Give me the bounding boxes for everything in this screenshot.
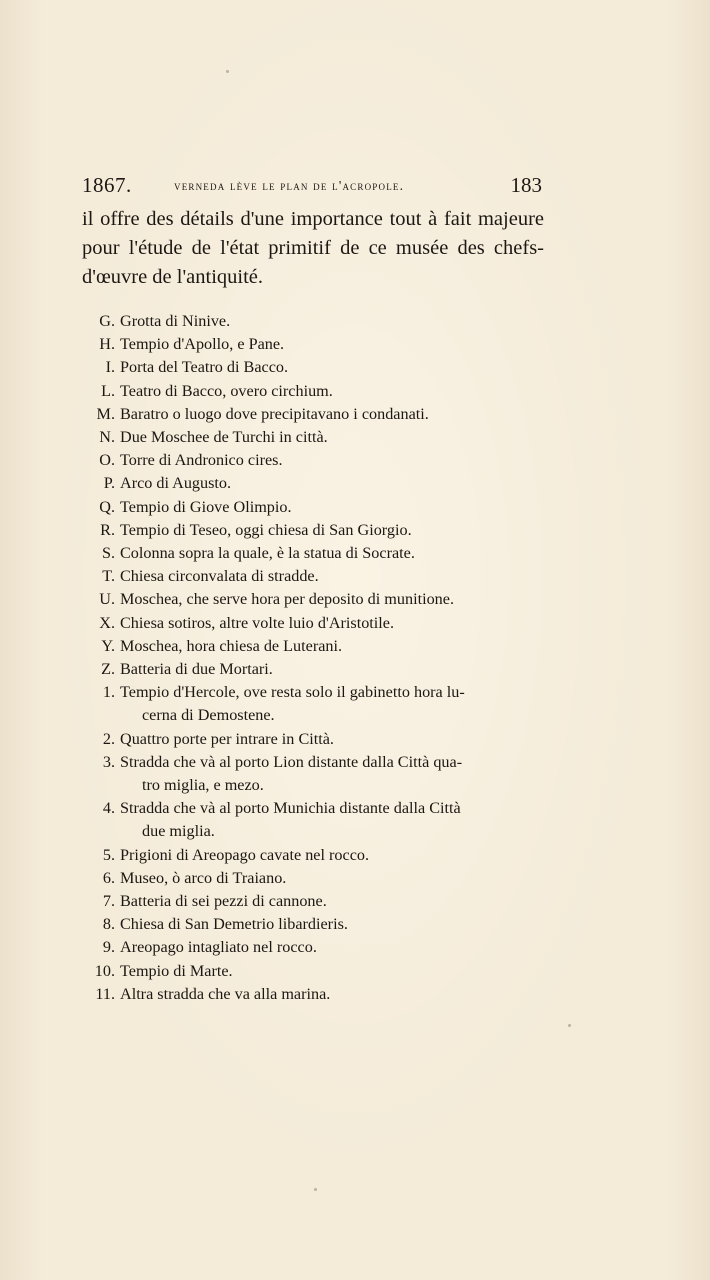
legend-text <box>115 751 547 797</box>
legend-text <box>115 658 547 681</box>
legend-text <box>115 496 547 519</box>
legend-text-line: Due Moschee de Turchi in città. <box>120 428 328 447</box>
legend-key: I. <box>105 358 115 377</box>
legend-text <box>115 426 547 449</box>
legend-text-continuation: tro miglia, e mezo. <box>142 776 264 795</box>
legend-text <box>115 612 547 635</box>
legend-text <box>115 519 547 542</box>
paper-speck <box>568 1024 571 1027</box>
legend-key: Q. <box>99 497 115 516</box>
legend-text-line: Altra stradda che va alla marina. <box>120 984 331 1003</box>
legend-item <box>82 936 547 959</box>
legend-text <box>115 844 547 867</box>
legend-key: 1. <box>102 683 115 702</box>
running-header <box>82 173 542 201</box>
paper-speck <box>226 70 229 73</box>
legend-text-line: Teatro di Bacco, overo circhium. <box>120 381 333 400</box>
legend-item <box>82 449 547 472</box>
legend-item <box>82 681 547 727</box>
legend-text <box>115 403 547 426</box>
legend-item <box>82 519 547 542</box>
legend-item <box>82 635 547 658</box>
legend-item <box>82 472 547 495</box>
legend-text-line: Tempio d'Hercole, ove resta solo il gabinetto hora lu- <box>120 683 465 702</box>
legend-text-line: Chiesa circonvalata di stradde. <box>120 567 319 586</box>
legend-item <box>82 728 547 751</box>
legend-key: S. <box>101 544 115 563</box>
legend-text <box>115 681 547 727</box>
legend-key: 7. <box>102 892 115 911</box>
legend-key: X. <box>99 613 115 632</box>
legend-text <box>115 728 547 751</box>
intro-text: il offre des détails d'une importance tout à fait majeure pour l'étude de l'état primitif de ce musée des chefs-d'œuvre de l'antiquité. <box>82 208 544 288</box>
legend-text <box>115 797 547 843</box>
legend-text-line: Quattro porte per intrare in Città. <box>120 729 334 748</box>
legend-key: 5. <box>102 845 115 864</box>
legend-text-continuation: cerna di Demostene. <box>142 706 275 725</box>
legend-text-line: Tempio di Teseo, oggi chiesa di San Giorgio. <box>120 520 412 539</box>
legend-text-continuation: due miglia. <box>142 822 215 841</box>
legend-text-line: Batteria di sei pezzi di cannone. <box>120 892 327 911</box>
legend-key: Y. <box>101 636 115 655</box>
legend-text <box>115 936 547 959</box>
legend-key: U. <box>99 590 115 609</box>
legend-text-line: Baratro o luogo dove precipitavano i condanati. <box>120 404 429 423</box>
legend-key: O. <box>99 451 115 470</box>
legend-text <box>115 635 547 658</box>
legend-key: 11. <box>95 984 115 1003</box>
header-year: 1867. <box>82 173 132 197</box>
legend-key: R. <box>100 520 115 539</box>
legend-text-line: Museo, ò arco di Traiano. <box>120 868 287 887</box>
legend-text <box>115 588 547 611</box>
legend-key: 9. <box>102 938 115 957</box>
map-legend-list <box>82 310 547 1006</box>
legend-text <box>115 380 547 403</box>
legend-text-line: Batteria di due Mortari. <box>120 660 273 679</box>
legend-text <box>115 472 547 495</box>
legend-key: 8. <box>102 915 115 934</box>
legend-item <box>82 565 547 588</box>
legend-item <box>82 960 547 983</box>
legend-item <box>82 588 547 611</box>
legend-item <box>82 542 547 565</box>
legend-text <box>115 565 547 588</box>
legend-text <box>115 867 547 890</box>
legend-item <box>82 751 547 797</box>
paper-speck <box>314 1188 317 1191</box>
legend-item <box>82 380 547 403</box>
legend-text-line: Tempio di Giove Olimpio. <box>120 497 292 516</box>
legend-text-line: Porta del Teatro di Bacco. <box>120 358 289 377</box>
legend-text-line: Colonna sopra la quale, è la statua di Socrate. <box>120 544 415 563</box>
legend-item <box>82 658 547 681</box>
legend-text <box>115 983 547 1006</box>
legend-key: 4. <box>102 799 115 818</box>
legend-text-line: Torre di Andronico cires. <box>120 451 283 470</box>
legend-text-line: Stradda che và al porto Munichia distante dalla Città <box>120 799 461 818</box>
legend-key: T. <box>102 567 115 586</box>
legend-key: 2. <box>102 729 115 748</box>
legend-item <box>82 426 547 449</box>
legend-item <box>82 310 547 333</box>
legend-text <box>115 542 547 565</box>
legend-text-line: Stradda che và al porto Lion distante dalla Città qua- <box>120 752 463 771</box>
legend-key: 3. <box>102 752 115 771</box>
legend-key: P. <box>103 474 115 493</box>
legend-key: M. <box>96 404 115 423</box>
running-title: verneda lève le plan de l'acropole. <box>174 178 405 193</box>
legend-text-line: Areopago intagliato nel rocco. <box>120 938 317 957</box>
legend-item <box>82 797 547 843</box>
legend-item <box>82 890 547 913</box>
legend-text-line: Tempio di Marte. <box>120 961 233 980</box>
legend-key: L. <box>101 381 115 400</box>
legend-item <box>82 867 547 890</box>
legend-text <box>115 913 547 936</box>
legend-text-line: Moschea, hora chiesa de Luterani. <box>120 636 343 655</box>
legend-item <box>82 913 547 936</box>
legend-text-line: Chiesa di San Demetrio libardieris. <box>120 915 348 934</box>
legend-item <box>82 333 547 356</box>
legend-text <box>115 356 547 379</box>
legend-text <box>115 333 547 356</box>
legend-item <box>82 612 547 635</box>
legend-key: 10. <box>94 961 115 980</box>
intro-paragraph <box>82 205 544 292</box>
legend-key: N. <box>99 428 115 447</box>
legend-text <box>115 310 547 333</box>
legend-item <box>82 403 547 426</box>
legend-item <box>82 496 547 519</box>
legend-key: H. <box>99 335 115 354</box>
legend-text-line: Prigioni di Areopago cavate nel rocco. <box>120 845 370 864</box>
legend-key: Z. <box>101 660 115 679</box>
page-number: 183 <box>510 173 542 197</box>
legend-key: 6. <box>102 868 115 887</box>
legend-key: G. <box>99 312 115 330</box>
legend-text-line: Tempio d'Apollo, e Pane. <box>120 335 285 354</box>
legend-text <box>115 890 547 913</box>
legend-text <box>115 449 547 472</box>
legend-text-line: Moschea, che serve hora per deposito di munitione. <box>120 590 454 609</box>
legend-item <box>82 983 547 1006</box>
legend-text-line: Grotta di Ninive. <box>120 312 231 330</box>
legend-item <box>82 356 547 379</box>
legend-text <box>115 960 547 983</box>
legend-text-line: Chiesa sotiros, altre volte luio d'Aristotile. <box>120 613 395 632</box>
legend-text-line: Arco di Augusto. <box>120 474 232 493</box>
legend-item <box>82 844 547 867</box>
